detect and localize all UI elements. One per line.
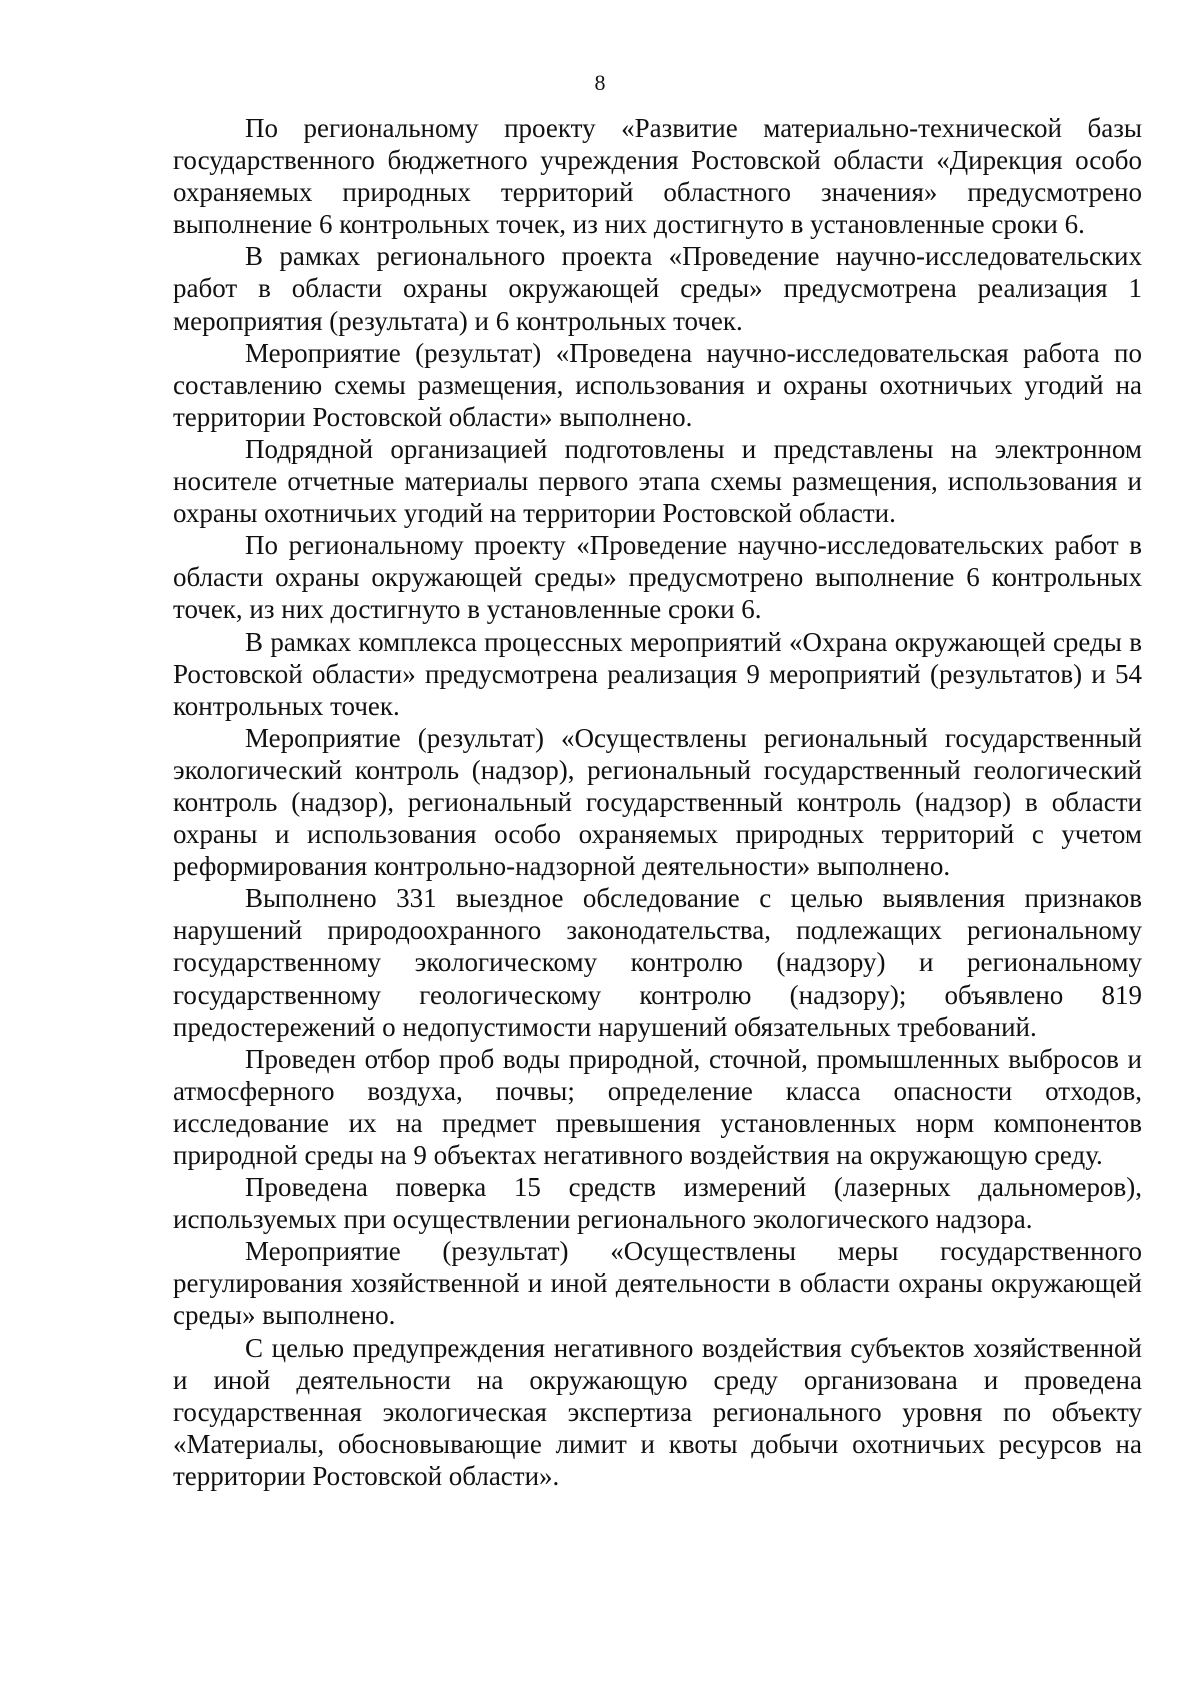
paragraph-8: Выполнено 331 выездное обследование с целью выявления признаков нарушений природоохранного законодательства, подлежащих региональному государственному экологическому контролю (надзору) и региональному государственному геологическому контролю (надзору); объявлено 819 предостережений о недопустимости нарушений обязательных требований. xyxy=(173,883,1142,1042)
paragraph-3: Мероприятие (результат) «Проведена научно-исследовательская работа по составлению схемы размещения, использования и охраны охотничьих угодий на территории Ростовской области» выполнено. xyxy=(173,337,1142,432)
paragraph-5: По региональному проекту «Проведение научно-исследовательских работ в области охраны окружающей среды» предусмотрено выполнение 6 контрольных точек, из них достигнуто в установленные сроки 6. xyxy=(173,530,1142,625)
document-body xyxy=(173,112,1142,1492)
paragraph-9: Проведен отбор проб воды природной, сточной, промышленных выбросов и атмосферного воздуха, почвы; определение класса опасности отходов, исследование их на предмет превышения установленных норм компонентов природной среды на 9 объектах негативного воздействия на окружающую среду. xyxy=(173,1043,1142,1170)
paragraph-7: Мероприятие (результат) «Осуществлены региональный государственный экологический контроль (надзор), региональный государственный геологический контроль (надзор), региональный государственный контроль (надзор) в области охраны и использования особо охраняемых природных территорий с учетом реформирования контрольно-надзорной деятельности» выполнено. xyxy=(173,722,1142,882)
paragraph-12: С целью предупреждения негативного воздействия субъектов хозяйственной и иной деятельности на окружающую среду организована и проведена государственная экологическая экспертиза регионального уровня по объекту «Материалы, обосновывающие лимит и квоты добычи охотничьих ресурсов на территории Ростовской области». xyxy=(173,1332,1142,1491)
paragraph-10: Проведена поверка 15 средств измерений (лазерных дальномеров), используемых при осуществлении регионального экологического надзора. xyxy=(173,1172,1142,1235)
paragraph-1: По региональному проекту «Развитие материально-технической базы государственного бюджетного учреждения Ростовской области «Дирекция особо охраняемых природных территорий областного значения» предусмотрено выполнение 6 контрольных точек, из них достигнуто в установленные сроки 6. xyxy=(173,113,1142,240)
paragraph-11: Мероприятие (результат) «Осуществлены меры государственного регулирования хозяйственной и иной деятельности в области охраны окружающей среды» выполнено. xyxy=(173,1236,1142,1331)
paragraph-4: Подрядной организацией подготовлены и представлены на электронном носителе отчетные материалы первого этапа схемы размещения, использования и охраны охотничьих угодий на территории Ростовской области. xyxy=(173,433,1142,529)
paragraph-6: В рамках комплекса процессных мероприятий «Охрана окружающей среды в Ростовской области» предусмотрена реализация 9 мероприятий (результатов) и 54 контрольных точек. xyxy=(173,626,1142,721)
page-number: 8 xyxy=(594,70,606,95)
paragraph-2: В рамках регионального проекта «Проведение научно-исследовательских работ в области охраны окружающей среды» предусмотрена реализация 1 мероприятия (результата) и 6 контрольных точек. xyxy=(173,241,1142,336)
